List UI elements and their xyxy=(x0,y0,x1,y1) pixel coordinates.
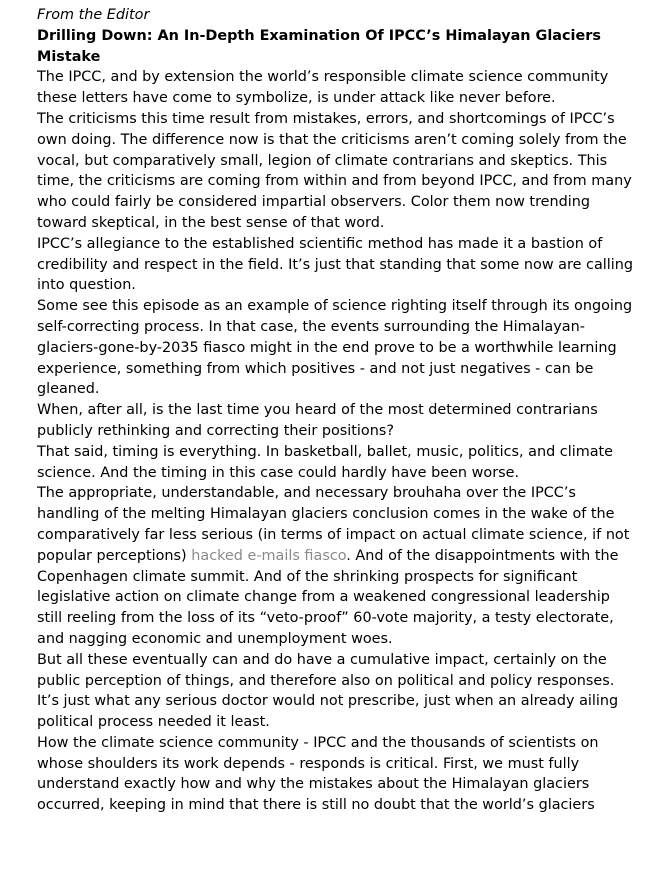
section-kicker: From the Editor xyxy=(37,7,150,23)
paragraph-with-link xyxy=(37,483,637,649)
paragraph: That said, timing is everything. In basketball, ballet, music, politics, and climate science. And the timing in this case could hardly have been worse. xyxy=(37,443,614,481)
paragraph: Some see this episode as an example of science righting itself through its ongoing self-correcting process. In that case, the events surrounding the Himalayan-glaciers-gone-by-2035 fiasco might in the end prove to be a worthwhile learning experience, something from which positives - and not just negatives - can be gleaned. xyxy=(37,298,633,398)
paragraph-text-after-link: . And of the disappointments with the Copenhagen climate summit. And of the shrinking prospects for significant legislative action on climate change from a weakened congressional leadership still reeling from the loss of its “veto-proof” 60-vote majority, a testy electorate, and nagging economic and unemployment woes. xyxy=(37,547,619,647)
paragraph: IPCC’s allegiance to the established scientific method has made it a bastion of credibility and respect in the field. It’s just that standing that some now are calling into question. xyxy=(37,235,634,294)
article-headline: Drilling Down: An In-Depth Examination Of IPCC’s Himalayan Glaciers Mistake xyxy=(37,27,601,65)
paragraph-text-before-link: The appropriate, understandable, and necessary brouhaha over the IPCC’s handling of the melting Himalayan glaciers conclusion comes in the wake of the comparatively far less serious (in terms of impact on actual climate science, if not popular perceptions) xyxy=(37,485,630,564)
paragraph: The criticisms this time result from mistakes, errors, and shortcomings of IPCC’s own doing. The difference now is that the criticisms aren’t coming solely from the vocal, but comparatively small, legion of climate contrarians and skeptics. This time, the criticisms are coming from within and from beyond IPCC, and from many who could fairly be considered impartial observers. Color them now trending toward skeptical, in the best sense of that word. xyxy=(37,110,632,231)
paragraph: It’s just what any serious doctor would not prescribe, just when an already ailing political process needed it least. xyxy=(37,693,619,731)
article xyxy=(37,5,637,816)
paragraph: The IPCC, and by extension the world’s responsible climate science community these letters have come to symbolize, is under attack like never before. xyxy=(37,69,609,107)
paragraph: How the climate science community - IPCC and the thousands of scientists on whose shoulders its work depends - responds is critical. First, we must fully understand exactly how and why the mistakes about the Himalayan glaciers occurred, keeping in mind that there is still no doubt that the world’s glaciers xyxy=(37,734,599,814)
paragraph: But all these eventually can and do have a cumulative impact, certainly on the public perception of things, and therefore also on political and policy responses. xyxy=(37,651,615,689)
hacked-emails-link[interactable]: hacked e-mails fiasco xyxy=(191,547,347,564)
paragraph: When, after all, is the last time you heard of the most determined contrarians publicly rethinking and correcting their positions? xyxy=(37,402,598,439)
